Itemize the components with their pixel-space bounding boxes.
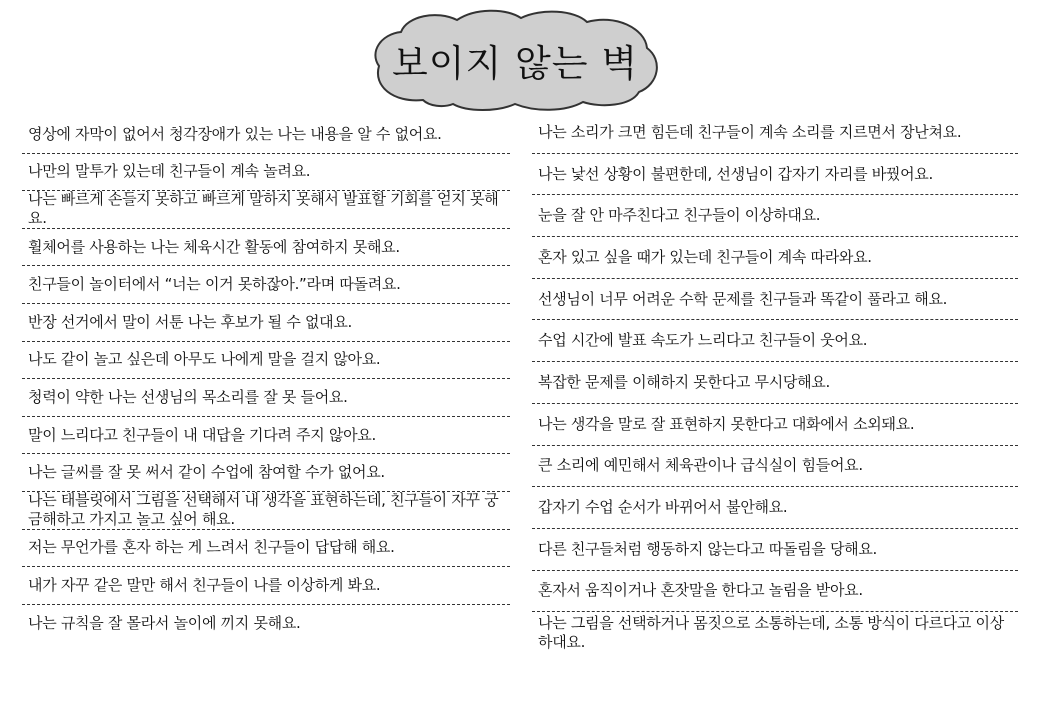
list-item: 나는 빠르게 손들지 못하고 빠르게 말하지 못해서 발표할 기회를 얻지 못해요. xyxy=(22,191,510,229)
list-item: 복잡한 문제를 이해하지 못한다고 무시당해요. xyxy=(532,362,1018,404)
title-cloud xyxy=(365,8,665,112)
list-item: 나만의 말투가 있는데 친구들이 계속 놀려요. xyxy=(22,154,510,192)
page-title: 보이지 않는 벽 xyxy=(392,42,638,85)
list-item: 갑자기 수업 순서가 바뀌어서 불안해요. xyxy=(532,487,1018,529)
list-item: 말이 느리다고 친구들이 내 대답을 기다려 주지 않아요. xyxy=(22,417,510,455)
list-item: 눈을 잘 안 마주친다고 친구들이 이상하대요. xyxy=(532,195,1018,237)
list-item: 반장 선거에서 말이 서툰 나는 후보가 될 수 없대요. xyxy=(22,304,510,342)
list-item: 나는 생각을 말로 잘 표현하지 못한다고 대화에서 소외돼요. xyxy=(532,404,1018,446)
list-item: 다른 친구들처럼 행동하지 않는다고 따돌림을 당해요. xyxy=(532,529,1018,571)
list-item: 큰 소리에 예민해서 체육관이나 급식실이 힘들어요. xyxy=(532,446,1018,488)
right-column xyxy=(532,112,1018,654)
list-item: 내가 자꾸 같은 말만 해서 친구들이 나를 이상하게 봐요. xyxy=(22,567,510,605)
list-item: 나는 그림을 선택하거나 몸짓으로 소통하는데, 소통 방식이 다르다고 이상하대요. xyxy=(538,614,1004,652)
list-item: 나는 태블릿에서 그림을 선택해서 내 생각을 표현하는데, 친구들이 자꾸 궁금해하고 가지고 놀고 싶어 해요. xyxy=(22,492,510,530)
list-item: 나는 낯선 상황이 불편한데, 선생님이 갑자기 자리를 바꿨어요. xyxy=(532,154,1018,196)
list-item: 나는 소리가 크면 힘든데 친구들이 계속 소리를 지르면서 장난쳐요. xyxy=(532,112,1018,154)
list-item: 나는 글씨를 잘 못 써서 같이 수업에 참여할 수가 없어요. xyxy=(22,454,510,492)
list-item: 나도 같이 놀고 싶은데 아무도 나에게 말을 걸지 않아요. xyxy=(22,342,510,380)
list-item: 혼자 있고 싶을 때가 있는데 친구들이 계속 따라와요. xyxy=(532,237,1018,279)
list-item: 청력이 약한 나는 선생님의 목소리를 잘 못 들어요. xyxy=(22,379,510,417)
list-item: 저는 무언가를 혼자 하는 게 느려서 친구들이 답답해 해요. xyxy=(22,530,510,568)
left-column xyxy=(22,116,510,642)
list-item: 수업 시간에 발표 속도가 느리다고 친구들이 웃어요. xyxy=(532,320,1018,362)
list-item: 나는 규칙을 잘 몰라서 놀이에 끼지 못해요. xyxy=(28,614,301,633)
list-item: 휠체어를 사용하는 나는 체육시간 활동에 참여하지 못해요. xyxy=(22,229,510,267)
list-item: 친구들이 놀이터에서 “너는 이거 못하잖아.”라며 따돌려요. xyxy=(22,266,510,304)
list-item: 혼자서 움직이거나 혼잣말을 한다고 놀림을 받아요. xyxy=(532,571,1018,613)
list-item: 선생님이 너무 어려운 수학 문제를 친구들과 똑같이 풀라고 해요. xyxy=(532,279,1018,321)
list-item: 영상에 자막이 없어서 청각장애가 있는 나는 내용을 알 수 없어요. xyxy=(22,116,510,154)
